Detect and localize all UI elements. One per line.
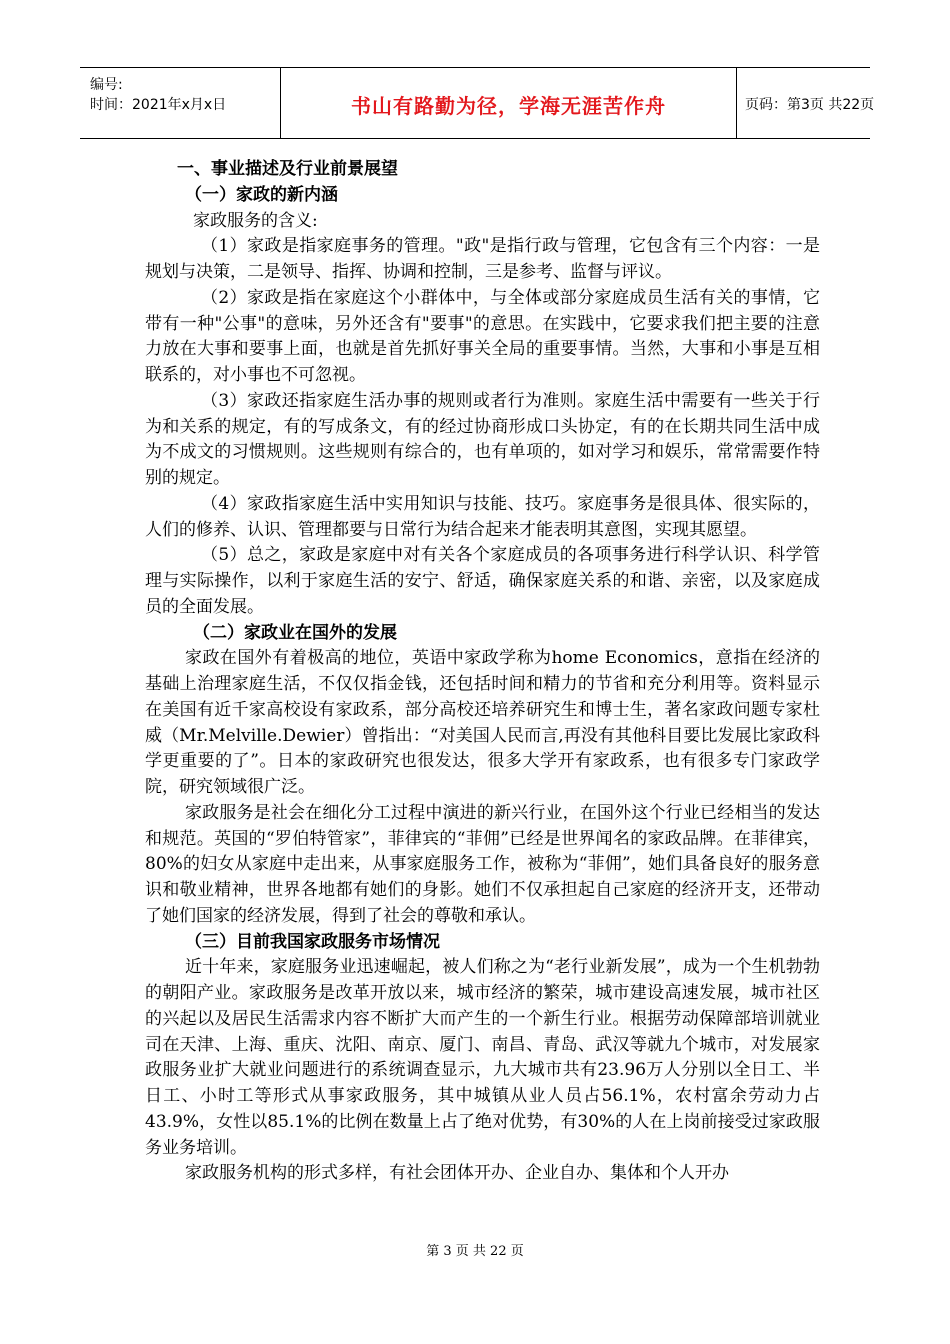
paragraph-5: （5）总之，家政是家庭中对有关各个家庭成员的各项事务进行科学认识、科学管理与实际操作，以利于家庭生活的安宁、舒适，确保家庭关系的和谐、亲密，以及家庭成员的全面发展。 bbox=[145, 545, 820, 617]
document-body bbox=[145, 157, 820, 1187]
header-page-number: 页码：第3页 共22页 bbox=[745, 97, 875, 113]
section-heading-main: 一、事业描述及行业前景展望 bbox=[177, 159, 398, 179]
paragraph-3: （3）家政还指家庭生活办事的规则或者行为准则。家庭生活中需要有一些关于行为和关系的规定，有的写成条文，有的经过协商形成口头协定，有的在长期共同生活中成为不成文的习惯规则。这些规则有综合的，也有单项的，如对学习和娱乐，常常需要作特别的规定。 bbox=[145, 390, 820, 488]
header-left-cell bbox=[80, 68, 280, 138]
section-heading-3: （三）目前我国家政服务市场情况 bbox=[185, 931, 440, 952]
section-heading-2: （二）家政业在国外的发展 bbox=[193, 622, 397, 643]
paragraph-abroad-2: 家政服务是社会在细化分工过程中演进的新兴行业，在国外这个行业已经相当的发达和规范。英国的“罗伯特管家”，菲律宾的“菲佣”已经是世界闻名的家政品牌。在菲律宾，80%的妇女从家庭中走出来，从事家庭服务工作，被称为“菲佣”，她们具备良好的服务意识和敬业精神，世界各地都有她们的身影。她们不仅承担起自己家庭的经济开支，还带动了她们国家的经济发展，得到了社会的尊敬和承认。 bbox=[145, 802, 820, 926]
header-motto: 书山有路勤为径，学海无涯苦作舟 bbox=[351, 94, 666, 118]
paragraph-abroad-1: 家政在国外有着极高的地位，英语中家政学称为home Economics，意指在经济的基础上治理家庭生活，不仅仅指金钱，还包括时间和精力的节省和充分利用等。资料显示在美国有近千家高校设有家政系，部分高校还培养研究生和博士生，著名家政问题专家杜威（Mr.Melville.Dewier）曾指出：“对美国人民而言,再没有其他科目要比发展比家政科学更重要的了”。日本的家政研究也很发达，很多大学开有家政系，也有很多专门家政学院，研究领域很广泛。 bbox=[145, 648, 820, 797]
header-page-cell bbox=[735, 68, 875, 138]
paragraph-china-2: 家政服务机构的形式多样，有社会团体开办、企业自办、集体和个人开办 bbox=[185, 1163, 729, 1184]
paragraph-1: （1）家政是指家庭事务的管理。"政"是指行政与管理，它包含有三个内容：一是规划与决策，二是领导、指挥、协调和控制，三是参考、监督与评议。 bbox=[145, 236, 820, 282]
paragraph-2: （2）家政是指在家庭这个小群体中，与全体或部分家庭成员生活有关的事情，它带有一种"公事"的意味，另外还含有"要事"的意思。在实践中，它要求我们把主要的注意力放在大事和要事上面，也就是首先抓好事关全局的重要事情。当然，大事和小事是互相联系的，对小事也不可忽视。 bbox=[145, 287, 820, 385]
paragraph-4: （4）家政指家庭生活中实用知识与技能、技巧。家庭事务是很具体、很实际的，人们的修养、认识、管理都要与日常行为结合起来才能表明其意图，实现其愿望。 bbox=[145, 493, 820, 540]
document-date-label: 时间：2021年x月x日 bbox=[90, 97, 227, 113]
paragraph-china-1: 近十年来，家庭服务业迅速崛起，被人们称之为“老行业新发展”，成为一个生机勃勃的朝阳产业。家政服务是改革开放以来，城市经济的繁荣，城市建设高速发展，城市社区的兴起以及居民生活需求内容不断扩大而产生的一个新生行业。根据劳动保障部培训就业司在天津、上海、重庆、沈阳、南京、厦门、南昌、青岛、武汉等就九个城市，对发展家政服务业扩大就业问题进行的系统调查显示，九大城市共有23.96万人分别以全日工、半日工、小时工等形式从事家政服务，其中城镇从业人员占56.1%，农村富余劳动力占43.9%，女性以85.1%的比例在数量上占了绝对优势，有30%的人在上岗前接受过家政服务业务培训。 bbox=[145, 957, 820, 1158]
document-number-label: 编号: bbox=[90, 77, 123, 93]
page-footer: 第 3 页 共 22 页 bbox=[426, 1244, 524, 1259]
header-motto-cell bbox=[280, 68, 737, 138]
page-header bbox=[80, 67, 875, 139]
section-heading-1: （一）家政的新内涵 bbox=[185, 184, 338, 205]
paragraph-meaning: 家政服务的含义: bbox=[193, 210, 318, 231]
